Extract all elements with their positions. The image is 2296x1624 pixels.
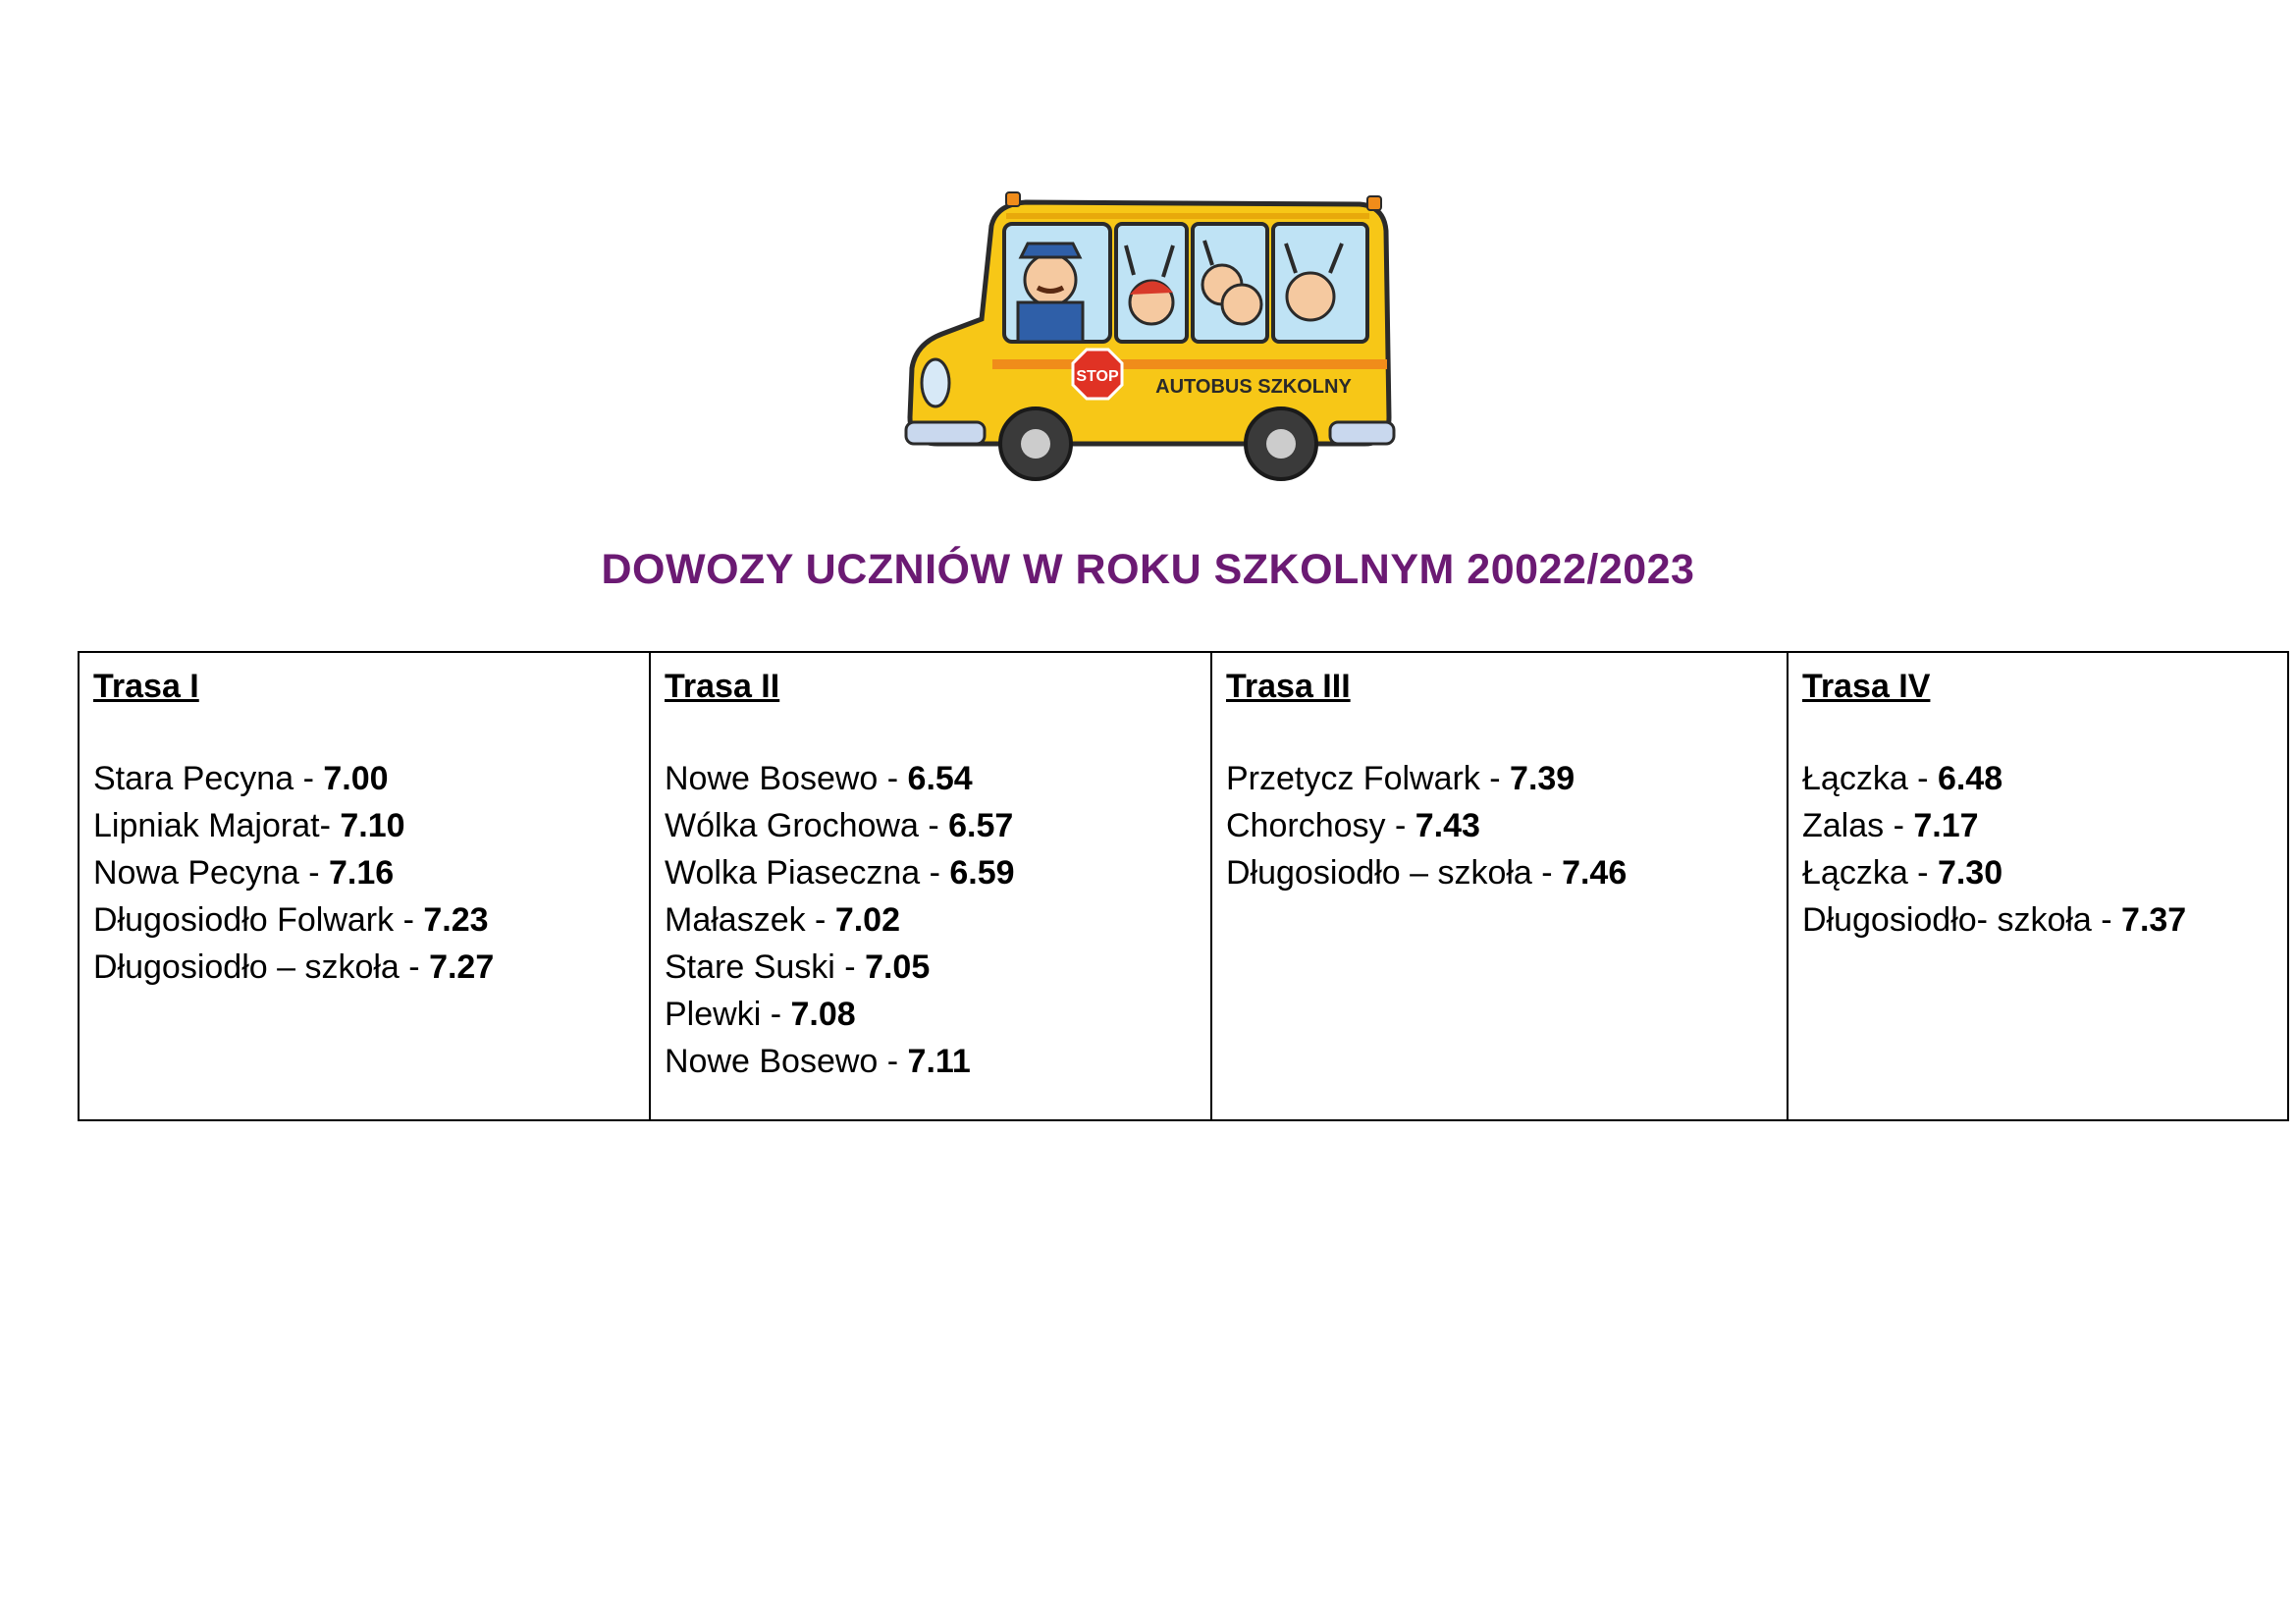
route-stop — [665, 944, 1210, 991]
stop-sign-text: STOP — [1076, 368, 1119, 385]
school-bus-icon — [898, 187, 1409, 491]
stop-time: 7.02 — [834, 901, 901, 939]
stop-time: 7.43 — [1415, 807, 1480, 844]
stop-time: 7.30 — [1937, 854, 2003, 892]
route-stop — [1226, 802, 1787, 849]
stop-time: 7.00 — [323, 760, 389, 797]
stop-label: Długosiodło – szkoła - — [1226, 854, 1563, 892]
stop-label: Małaszek - — [665, 901, 835, 939]
stop-time: 7.37 — [2121, 901, 2187, 939]
route-stop — [1802, 896, 2287, 944]
stop-label: Stare Suski - — [665, 948, 866, 986]
stop-label: Długosiodło Folwark - — [93, 901, 424, 939]
route-stop — [1226, 755, 1787, 802]
bus-label: AUTOBUS SZKOLNY — [1155, 376, 1352, 398]
stop-label: Nowa Pecyna - — [93, 854, 329, 892]
stop-label: Łączka - — [1802, 854, 1938, 892]
stop-time: 7.39 — [1510, 760, 1575, 797]
route-heading: Trasa IV — [1802, 668, 1931, 705]
route-heading: Trasa I — [93, 668, 199, 705]
stop-label: Lipniak Majorat- — [93, 807, 341, 844]
stop-label: Łączka - — [1802, 760, 1938, 797]
stop-label: Długosiodło- szkoła - — [1802, 901, 2122, 939]
stop-time: 7.27 — [429, 948, 495, 986]
stop-label: Chorchosy - — [1226, 807, 1415, 844]
stop-time: 7.16 — [329, 854, 395, 892]
table-row — [79, 652, 2288, 1120]
route-stop — [93, 896, 649, 944]
route-stop — [1802, 755, 2287, 802]
page-title: DOWOZY UCZNIÓW W ROKU SZKOLNYM 20022/2023 — [601, 546, 1695, 593]
route-stop — [93, 802, 649, 849]
route-cell-1 — [79, 652, 650, 1120]
route-stop — [665, 849, 1210, 896]
route-stop — [1226, 849, 1787, 896]
route-stop — [665, 896, 1210, 944]
stop-label: Nowe Bosewo - — [665, 1043, 908, 1080]
route-heading: Trasa III — [1226, 668, 1351, 705]
stop-label: Nowe Bosewo - — [665, 760, 908, 797]
stop-time: 7.46 — [1562, 854, 1628, 892]
stop-time: 7.11 — [907, 1043, 971, 1080]
stop-time: 7.10 — [340, 807, 405, 844]
stop-time: 7.17 — [1913, 807, 1979, 844]
routes-table — [78, 651, 2289, 1121]
route-cell-4 — [1788, 652, 2288, 1120]
route-heading: Trasa II — [665, 668, 780, 705]
stop-time: 7.08 — [790, 996, 856, 1033]
route-stop — [93, 755, 649, 802]
route-stop — [93, 849, 649, 896]
stop-time: 7.23 — [423, 901, 489, 939]
stop-label: Zalas - — [1802, 807, 1914, 844]
stop-time: 6.59 — [949, 854, 1015, 892]
stop-time: 6.54 — [907, 760, 973, 797]
route-stop — [665, 802, 1210, 849]
stop-label: Plewki - — [665, 996, 791, 1033]
stop-label: Wolka Piaseczna - — [665, 854, 950, 892]
stop-time: 7.05 — [865, 948, 931, 986]
route-stop — [665, 755, 1210, 802]
stop-label: Długosiodło – szkoła - — [93, 948, 430, 986]
route-stop — [665, 991, 1210, 1038]
stop-label: Stara Pecyna - — [93, 760, 324, 797]
route-cell-3 — [1211, 652, 1788, 1120]
stop-time: 6.48 — [1937, 760, 2003, 797]
stop-time: 6.57 — [948, 807, 1014, 844]
route-stop — [93, 944, 649, 991]
route-stop — [1802, 849, 2287, 896]
stop-label: Wólka Grochowa - — [665, 807, 949, 844]
stop-label: Przetycz Folwark - — [1226, 760, 1511, 797]
route-stop — [665, 1038, 1210, 1085]
route-cell-2 — [650, 652, 1211, 1120]
route-stop — [1802, 802, 2287, 849]
